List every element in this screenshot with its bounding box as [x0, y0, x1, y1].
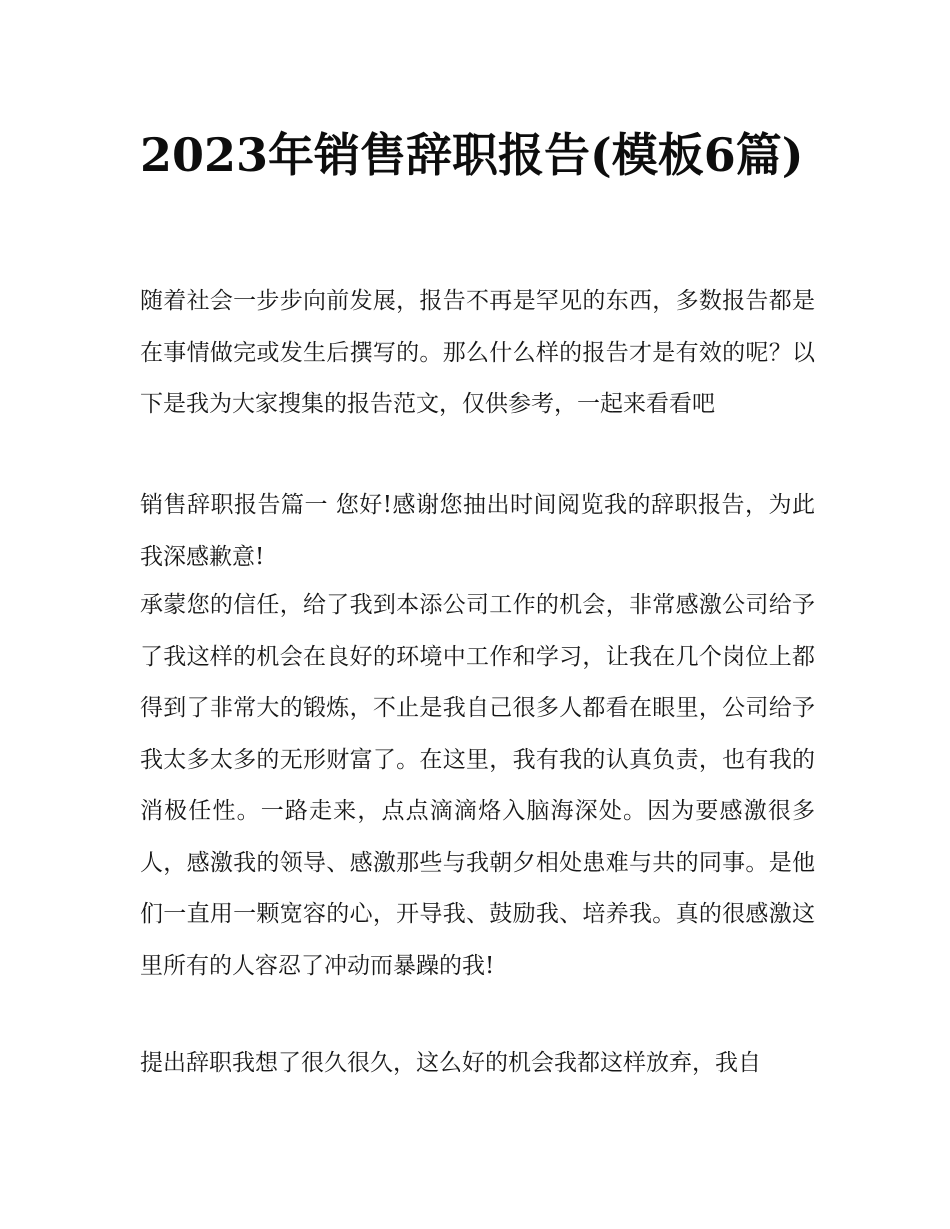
paragraph-greeting: 销售辞职报告篇一 您好!感谢您抽出时间阅览我的辞职报告，为此我深感歉意!: [140, 492, 815, 570]
paragraph-resignation: 提出辞职我想了很久很久，这么好的机会我都这样放弃，我自: [140, 1050, 761, 1076]
document-title: 2023年销售辞职报告(模板6篇): [140, 128, 804, 182]
intro-paragraph: 随着社会一步步向前发展，报告不再是罕见的东西，多数报告都是在事情做完或发生后撰写的。那么什么样的报告才是有效的呢？以下是我为大家搜集的报告范文，仅供参考，一起来看看吧: [140, 288, 815, 417]
paragraph-gratitude: 承蒙您的信任，给了我到本添公司工作的机会，非常感激公司给予了我这样的机会在良好的环境中工作和学习，让我在几个岗位上都得到了非常大的锻炼，不止是我自己很多人都看在眼里，公司给予我太多太多的无形财富了。在这里，我有我的认真负责，也有我的消极任性。一路走来，点点滴滴烙入脑海深处。因为要感激很多人，感激我的领导、感激那些与我朝夕相处患难与共的同事。是他们一直用一颗宽容的心，开导我、鼓励我、培养我。真的很感激这里所有的人容忍了冲动而暴躁的我!: [140, 592, 815, 979]
